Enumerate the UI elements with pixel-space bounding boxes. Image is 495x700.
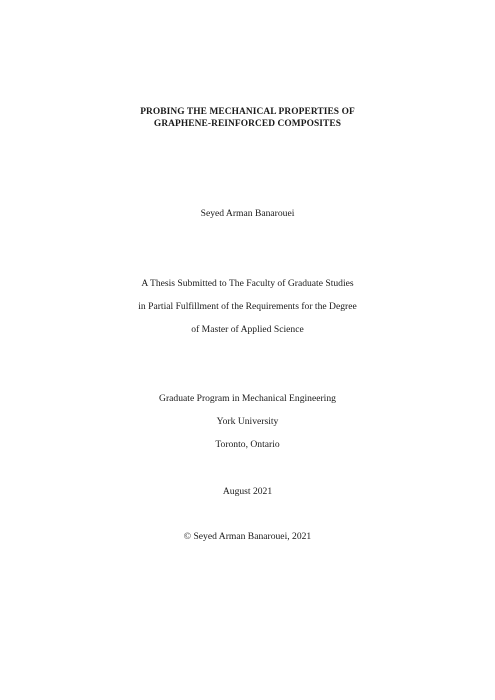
submission-date: August 2021 <box>222 486 273 497</box>
university-name: York University <box>216 416 279 427</box>
submission-statement-line-2: in Partial Fulfillment of the Requirements for the Degree <box>138 301 357 312</box>
thesis-title-line-2: GRAPHENE-REINFORCED COMPOSITES <box>153 119 342 129</box>
university-location: Toronto, Ontario <box>215 439 280 450</box>
copyright-notice: © Seyed Arman Banarouei, 2021 <box>183 531 312 542</box>
graduate-program: Graduate Program in Mechanical Engineering <box>159 393 336 404</box>
degree-name: of Master of Applied Science <box>191 324 304 335</box>
thesis-title-line-1: PROBING THE MECHANICAL PROPERTIES OF <box>140 107 355 117</box>
submission-statement-line-1: A Thesis Submitted to The Faculty of Graduate Studies <box>141 278 354 289</box>
author-name: Seyed Arman Banarouei <box>200 208 295 219</box>
